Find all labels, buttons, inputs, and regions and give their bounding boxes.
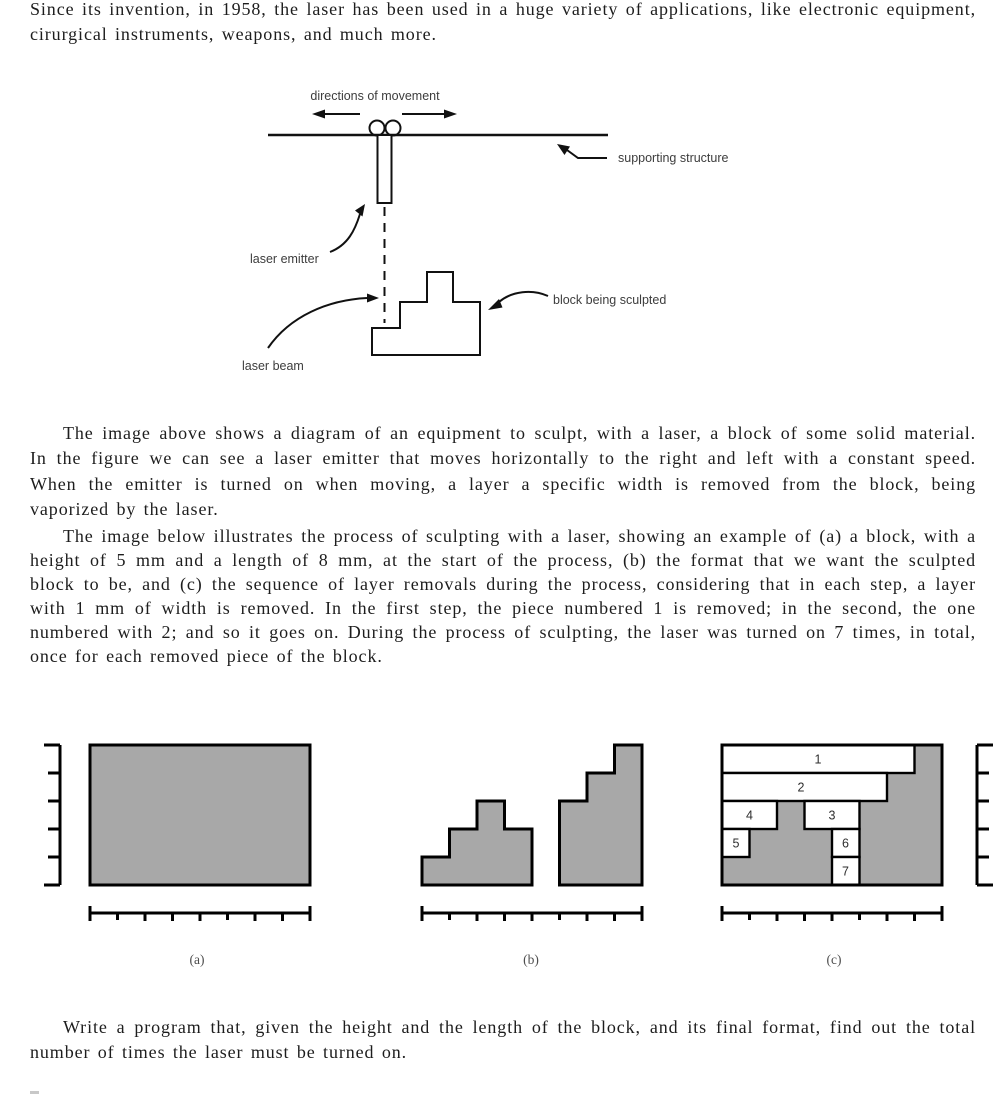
piece-number: 3 [828,808,836,823]
paragraph-above-figure: The image above shows a diagram of an equipment to sculpt, with a laser, a block of some solid material. In the figure we can see a laser emitter that moves horizontally to the right and left with a constant speed. When the emitter is turned on when moving, a layer a specific width is removed from the block, being vaporized by the laser. [30,423,976,520]
piece-number: 6 [842,836,849,851]
figure-b-left-shape [422,801,532,885]
laser-beam-label: laser beam [242,359,304,373]
trolley-wheel-left [370,121,385,136]
move-right-arrow-icon [402,110,457,119]
block-being-sculpted-leader-arrow [488,292,548,310]
piece-number: 2 [797,780,805,795]
figure-d-partial-vertical-ruler [977,745,993,885]
figure-c-label: (c) [826,952,842,967]
figure-b-horizontal-ruler [422,906,642,921]
figure-b [422,745,642,967]
supporting-structure-leader-arrow [557,144,607,158]
figure-a-block [90,745,310,885]
figure-a-label: (a) [189,952,205,967]
figure-b-right-shape [560,745,643,885]
block-being-sculpted-label: block being sculpted [553,293,667,307]
laser-beam-leader-arrow [268,294,379,349]
paragraph-task: Write a program that, given the height and the length of the block, and its final format, find out the total number of times the laser must be turned on. [30,1017,976,1063]
figure-a-vertical-ruler [44,745,60,885]
move-left-arrow-icon [312,110,360,119]
laser-emitter-shape [378,135,392,203]
trolley-wheel-right [386,121,401,136]
removed-piece-2 [722,773,887,801]
paragraph-intro: Since its invention, in 1958, the laser has been used in a huge variety of applications, like electronic equipment, cirurgical instruments, weapons, and much more. [30,0,976,45]
laser-equipment-diagram [0,80,1006,382]
piece-number: 4 [746,808,753,823]
partial-next-line-fragment [30,1091,39,1094]
piece-number: 7 [842,864,849,879]
figure-b-label: (b) [523,952,539,967]
piece-number: 5 [732,836,740,851]
figure-c [722,745,942,967]
figure-abc [0,735,1006,980]
block-being-sculpted-shape [372,272,480,355]
laser-emitter-leader-arrow [330,204,365,252]
directions-of-movement-label: directions of movement [310,89,440,103]
figure-c-horizontal-ruler [722,906,942,921]
paragraph-below-figure: The image below illustrates the process of sculpting with a laser, showing an example of (a) a block, with a height of 5 mm and a length of 8 mm, at the start of the process, (b) the format that we want the sculpted block to be, and (c) the sequence of layer removals during the process, considering that in each step, a layer with 1 mm of width is removed. In the first step, the piece numbered 1 is removed; in the second, the one numbered with 2; and so it goes on. During the process of sculpting, the laser was turned on 7 times, in total, once for each removed piece of the block. [30,526,976,667]
figure-a [44,745,310,967]
supporting-structure-label: supporting structure [618,151,729,165]
figure-a-horizontal-ruler [90,906,310,921]
laser-emitter-label: laser emitter [250,252,319,266]
piece-number: 1 [814,752,822,767]
